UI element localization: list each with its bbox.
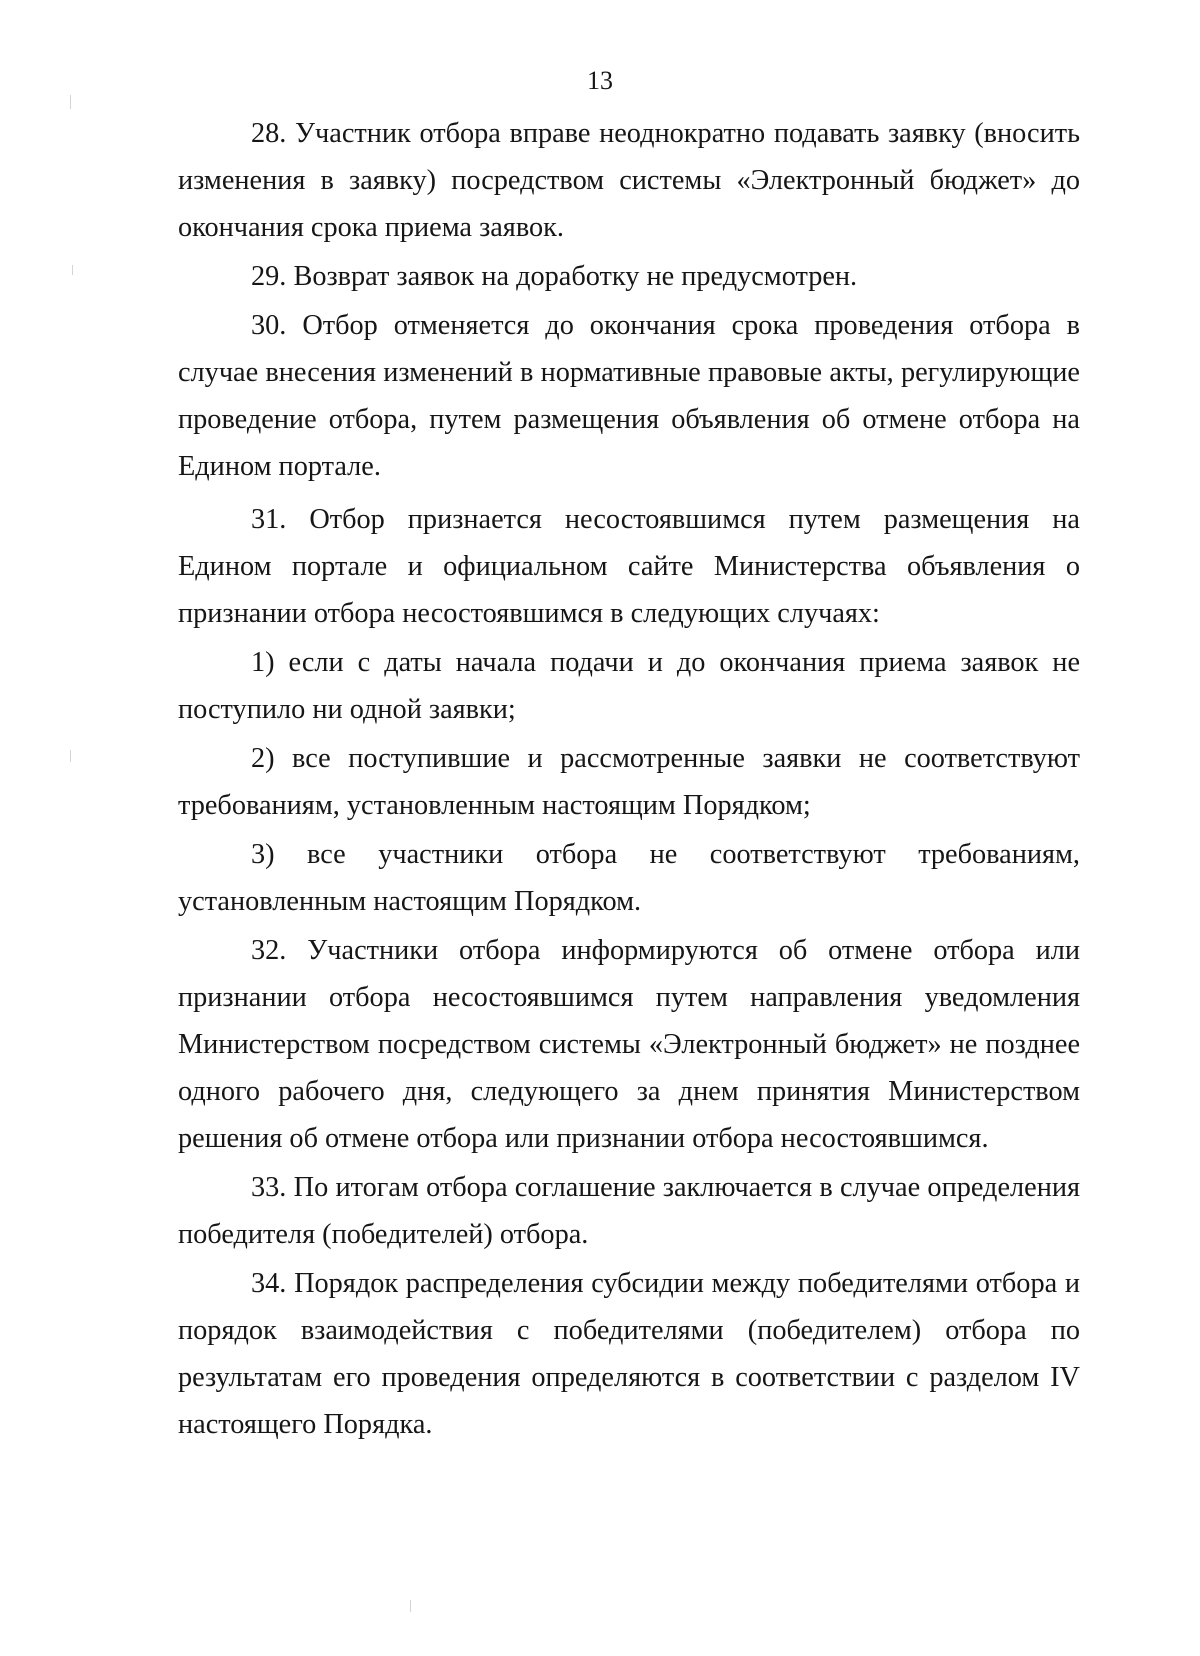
scan-mark bbox=[70, 95, 71, 109]
paragraph-30: 30. Отбор отменяется до окончания срока проведения отбора в случае внесения изменений в нормативные правовые акты, регулирующие проведение отбора, путем размещения объявления об отмене отбора на Едином портале. bbox=[178, 310, 1080, 482]
paragraph-32: 32. Участники отбора информируются об отмене отбора или признании отбора несостоявшимся путем направления уведомления Министерством посредством системы «Электронный бюджет» не позднее одного рабочего дня, следующего за днем принятия Министерством решения об отмене отбора или признании отбора несостоявшимся. bbox=[178, 935, 1080, 1154]
paragraph-34: 34. Порядок распределения субсидии между победителями отбора и порядок взаимодействия с победителями (победителем) отбора по результатам его проведения определяются в соответствии с разделом IV настоящего Порядка. bbox=[178, 1268, 1080, 1440]
scan-mark bbox=[410, 1600, 411, 1612]
list-item-2: 2) все поступившие и рассмотренные заявки не соответствуют требованиям, установленным настоящим Порядком; bbox=[178, 743, 1080, 821]
paragraph-33: 33. По итогам отбора соглашение заключается в случае определения победителя (победителей) отбора. bbox=[178, 1172, 1080, 1250]
list-item-3: 3) все участники отбора не соответствуют требованиям, установленным настоящим Порядком. bbox=[178, 839, 1080, 917]
scan-mark bbox=[70, 750, 71, 762]
page-number: 13 bbox=[587, 66, 613, 95]
paragraph-29: 29. Возврат заявок на доработку не предусмотрен. bbox=[251, 261, 858, 292]
paragraph-31: 31. Отбор признается несостоявшимся путем размещения на Едином портале и официальном сайте Министерства объявления о признании отбора несостоявшимся в следующих случаях: bbox=[178, 504, 1080, 629]
list-item-1: 1) если с даты начала подачи и до окончания приема заявок не поступило ни одной заявки; bbox=[178, 647, 1080, 725]
document-body bbox=[178, 110, 1080, 1450]
paragraph-28: 28. Участник отбора вправе неоднократно подавать заявку (вносить изменения в заявку) посредством системы «Электронный бюджет» до окончания срока приема заявок. bbox=[178, 118, 1080, 243]
scan-mark bbox=[72, 265, 73, 275]
